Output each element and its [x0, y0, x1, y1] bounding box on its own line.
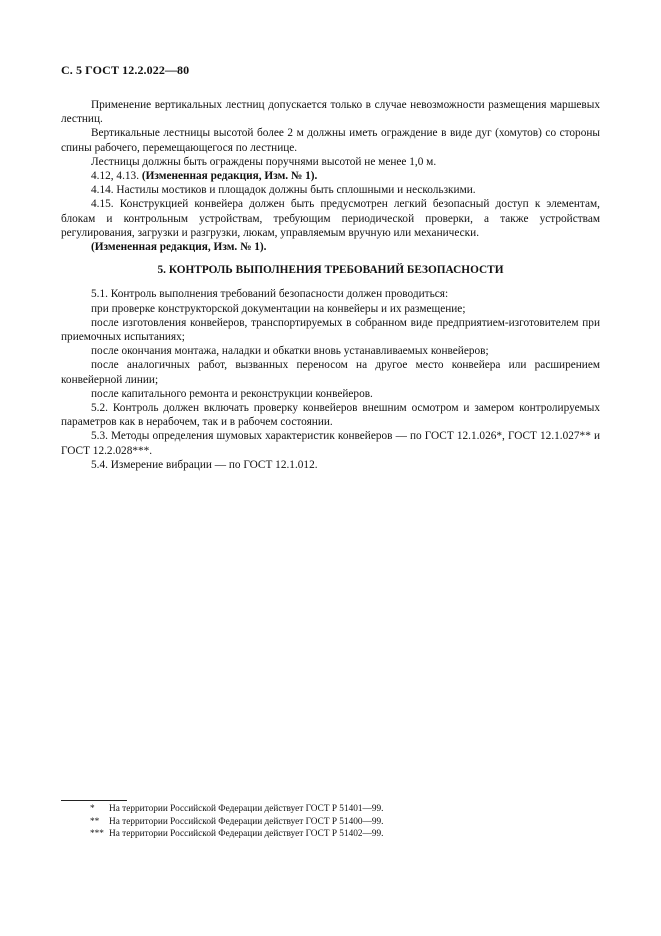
paragraph-4-12-4-13	[61, 169, 600, 183]
amendment-note: (Измененная редакция, Изм. № 1).	[141, 170, 318, 183]
footnote-1	[90, 803, 590, 816]
paragraph-5-3: 5.3. Методы определения шумовых характеристик конвейеров — по ГОСТ 12.1.026*, ГОСТ 12.1.027** и ГОСТ 12.2.028***.	[61, 430, 600, 457]
footnote-text: На территории Российской Федерации действует ГОСТ Р 51402—99.	[109, 829, 384, 839]
paragraph-ladder-guard: Вертикальные лестницы высотой более 2 м должны иметь ограждение в виде дуг (хомутов) со стороны спины рабочего, перемещающегося по лестнице.	[61, 127, 600, 154]
footnote-separator	[61, 800, 127, 801]
footnote-text: На территории Российской Федерации действует ГОСТ Р 51401—99.	[109, 804, 384, 814]
footnote-mark: ***	[90, 829, 104, 839]
amendment-note: (Измененная редакция, Изм. № 1).	[91, 241, 267, 254]
clause-number: 4.12, 4.13.	[91, 170, 142, 183]
amendment-note-4-15	[61, 240, 600, 254]
page-header: С. 5 ГОСТ 12.2.022—80	[61, 63, 190, 77]
paragraph-vertical-ladders: Применение вертикальных лестниц допускается только в случае невозможности размещения маршевых лестниц.	[61, 99, 600, 126]
paragraph-design-docs: при проверке конструкторской документации на конвейеры и их размещение;	[91, 302, 466, 315]
footnotes	[90, 803, 590, 841]
paragraph-5-2: 5.2. Контроль должен включать проверку конвейеров внешним осмотром и замером контролируемых параметров как в нерабочем, так и в рабочем состоянии.	[61, 402, 600, 429]
paragraph-after-repair: после капитального ремонта и реконструкции конвейеров.	[91, 387, 373, 400]
section-5-title: 5. КОНТРОЛЬ ВЫПОЛНЕНИЯ ТРЕБОВАНИЙ БЕЗОПАСНОСТИ	[157, 264, 504, 277]
paragraph-after-manufacture: после изготовления конвейеров, транспортируемых в собранном виде предприятием-изготовителем при приемочных испытаниях;	[61, 316, 600, 344]
footnote-mark: *	[90, 804, 95, 814]
paragraph-5-4: 5.4. Измерение вибрации — по ГОСТ 12.1.012.	[91, 458, 318, 471]
paragraph-5-1: 5.1. Контроль выполнения требований безопасности должен проводиться:	[91, 288, 449, 301]
paragraph-after-installation: после окончания монтажа, наладки и обкатки вновь устанавливаемых конвейеров;	[91, 345, 489, 358]
document-body	[61, 98, 600, 472]
footnote-3	[90, 828, 590, 841]
footnote-2	[90, 816, 590, 829]
paragraph-4-14: 4.14. Настилы мостиков и площадок должны быть сплошными и нескользкими.	[91, 184, 476, 197]
footnote-text: На территории Российской Федерации действует ГОСТ Р 51400—99.	[109, 816, 384, 827]
footnote-mark: **	[90, 816, 100, 827]
paragraph-after-relocation: после аналогичных работ, вызванных переносом на другое место конвейера или расширением конвейерной линии;	[61, 359, 600, 386]
paragraph-4-15: 4.15. Конструкцией конвейера должен быть предусмотрен легкий безопасный доступ к элементам, блокам и контрольным устройствам, требующим периодической проверки, а также устройствам регулирования, загрузки и разгрузки, люкам, управляемым вручную или механически.	[61, 198, 600, 239]
paragraph-handrails: Лестницы должны быть ограждены поручнями высотой не менее 1,0 м.	[91, 155, 437, 168]
